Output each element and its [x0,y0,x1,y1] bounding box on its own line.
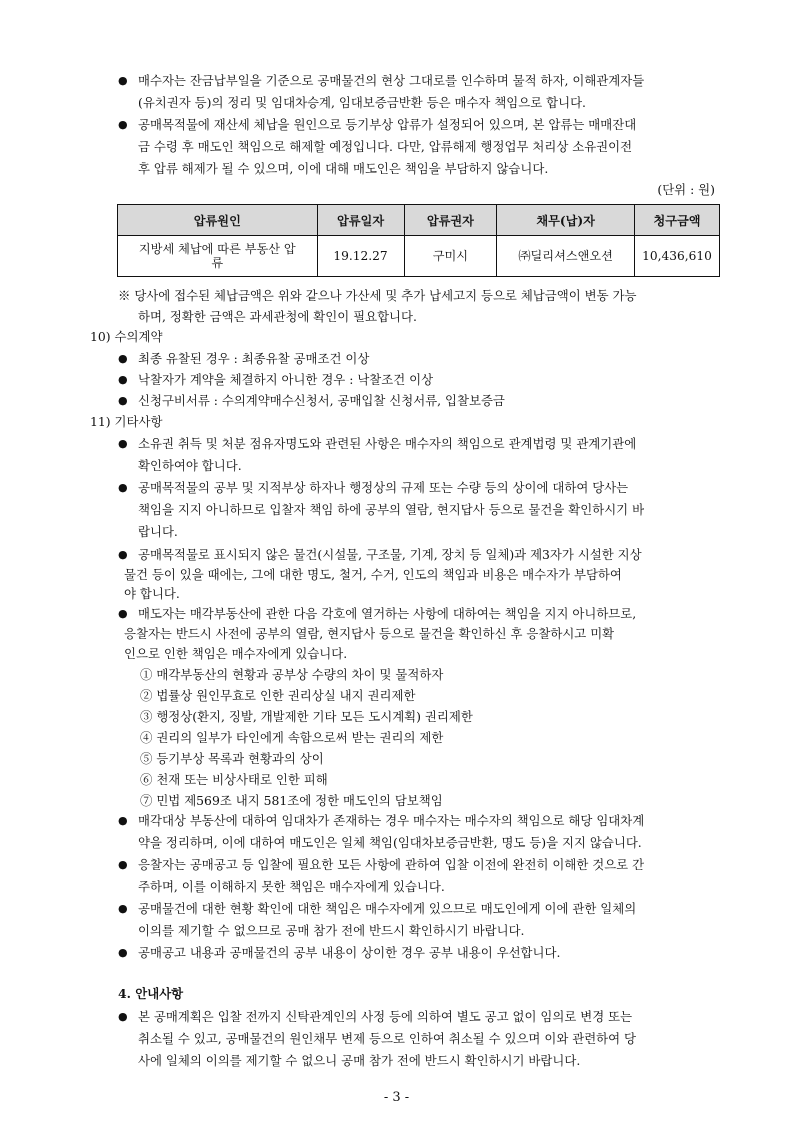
list-item: 신청구비서류 : 수의계약매수신청서, 공매입찰 신청서류, 입찰보증금 [138,393,505,408]
paragraph-line: 공매목적물에 재산세 체납을 원인으로 등기부상 압류가 설정되어 있으며, 본 압류는 매매잔대 [138,117,637,132]
numbered-item: ⑥ 천재 또는 비상사태로 인한 피해 [140,772,328,787]
paragraph-line: 공매목적물의 공부 및 지적부상 하자나 행정상의 규제 또는 수량 등의 상이에 대하여 당사는 [138,480,629,495]
bullet-dot: ● [118,394,128,407]
paragraph-line: 소유권 취득 및 처분 점유자명도와 관련된 사항은 매수자의 책임으로 관계법령 및 관계기관에 [138,436,637,451]
paragraph-line: 공매공고 내용과 공매물건의 공부 내용이 상이한 경우 공부 내용이 우선합니다. [138,945,561,960]
bullet-dot: ● [118,74,128,87]
bullet-dot: ● [118,858,128,871]
bullet-dot: ● [118,1010,128,1023]
paragraph-line: 매수자는 잔금납부일을 기준으로 공매물건의 현상 그대로를 인수하며 물적 하자, 이해관계자들 [138,73,645,88]
paragraph-line: 물건 등이 있을 때에는, 그에 대한 명도, 철거, 수거, 인도의 책임과 비용은 매수자가 부담하여 [124,567,622,582]
paragraph-line: 사에 일체의 이의를 제기할 수 없으니 공매 참가 전에 반드시 확인하시기 바랍니다. [138,1053,581,1068]
bullet-dot: ● [118,373,128,386]
header-cell: 압류원인 [118,205,318,236]
paragraph-line: 후 압류 해제가 될 수 있으며, 이에 대해 매도인은 책임을 부담하지 않습니다. [138,161,549,176]
table-cell: 10,436,610 [635,236,720,277]
paragraph-line: 약을 정리하며, 이에 대하여 매도인은 일체 책임(임대차보증금반환, 명도 등)을 지지 않습니다. [138,835,642,850]
paragraph-line: 랍니다. [138,524,178,539]
numbered-item: ⑦ 민법 제569조 내지 581조에 정한 매도인의 담보책임 [140,793,443,808]
section-title: 4. 안내사항 [118,986,184,1001]
header-cell: 채무(납)자 [497,205,635,236]
header-cell: 압류일자 [317,205,404,236]
lien-table [117,204,720,277]
section-title: 11) 기타사항 [90,414,163,429]
table-header-row [118,205,720,236]
table-cell: 19.12.27 [317,236,404,277]
numbered-item: ① 매각부동산의 현황과 공부상 수량의 차이 및 물적하자 [140,667,444,682]
paragraph-line: 야 합니다. [124,586,180,601]
numbered-item: ④ 권리의 일부가 타인에게 속함으로써 받는 권리의 제한 [140,730,444,745]
paragraph-line: 응찰자는 공매공고 등 입찰에 필요한 모든 사항에 관하여 입찰 이전에 완전히 이해한 것으로 간 [138,857,645,872]
paragraph-line: 이의를 제기할 수 없으므로 공매 참가 전에 반드시 확인하시기 바랍니다. [138,923,525,938]
paragraph-line: 공매목적물로 표시되지 않은 물건(시설물, 구조물, 기계, 장치 등 일체)과 제3자가 시설한 지상 [138,547,642,562]
table-cell: 구미시 [404,236,497,277]
paragraph-line: 책임을 지지 아니하므로 입찰자 책임 하에 공부의 열람, 현지답사 등으로 물건을 확인하시기 바 [138,502,645,517]
numbered-item: ② 법률상 원인무효로 인한 권리상실 내지 권리제한 [140,688,416,703]
paragraph-line: 본 공매계획은 입찰 전까지 신탁관계인의 사정 등에 의하여 별도 공고 없이 임의로 변경 또는 [138,1009,633,1024]
header-cell: 청구금액 [635,205,720,236]
paragraph-line: 공매물건에 대한 현황 확인에 대한 책임은 매수자에게 있으므로 매도인에게 이에 관한 일체의 [138,901,637,916]
list-item: 낙찰자가 계약을 체결하지 아니한 경우 : 낙찰조건 이상 [138,372,434,387]
table-note-line: 하며, 정확한 금액은 과세관청에 확인이 필요합니다. [138,309,417,324]
paragraph-line: 매각대상 부동산에 대하여 임대차가 존재하는 경우 매수자는 매수자의 책임으로 해당 임대차계 [138,813,645,828]
paragraph-line: 주하며, 이를 이해하지 못한 책임은 매수자에게 있습니다. [138,879,445,894]
bullet-dot: ● [118,481,128,494]
table-row [118,236,720,277]
paragraph-line: 확인하여야 합니다. [138,458,242,473]
bullet-dot: ● [118,814,128,827]
page-number: - 3 - [383,1090,410,1105]
paragraph-line: 인으로 인한 책임은 매수자에게 있습니다. [124,646,348,661]
bullet-dot: ● [118,902,128,915]
paragraph-line: (유치권자 등)의 정리 및 임대차승계, 임대보증금반환 등은 매수자 책임으로 합니다. [138,95,586,110]
bullet-dot: ● [118,548,128,561]
paragraph-line: 응찰자는 반드시 사전에 공부의 열람, 현지답사 등으로 물건을 확인하신 후 응찰하시고 미확 [124,626,615,641]
bullet-dot: ● [118,118,128,131]
bullet-dot: ● [118,437,128,450]
list-item: 최종 유찰된 경우 : 최종유찰 공매조건 이상 [138,351,370,366]
bullet-dot: ● [118,352,128,365]
numbered-item: ⑤ 등기부상 목록과 현황과의 상이 [140,751,324,766]
section-title: 10) 수의계약 [90,329,163,344]
table-cell: ㈜딜리셔스앤오션 [497,236,635,277]
unit-label: (단위 : 원) [657,182,715,197]
table-note-line: ※ 당사에 접수된 체납금액은 위와 같으나 가산세 및 추가 납세고지 등으로 체납금액이 변동 가능 [118,288,637,303]
table-cell: 지방세 체납에 따른 부동산 압류 [118,236,318,277]
numbered-item: ③ 행정상(환지, 징발, 개발제한 기타 모든 도시계획) 권리제한 [140,709,473,724]
bullet-dot: ● [118,946,128,959]
paragraph-line: 금 수령 후 매도인 책임으로 해제할 예정입니다. 다만, 압류해제 행정업무 처리상 소유권이전 [138,139,633,154]
paragraph-line: 취소될 수 있고, 공매물건의 원인채무 변제 등으로 인하여 취소될 수 있으며 이와 관련하여 당 [138,1031,637,1046]
header-cell: 압류권자 [404,205,497,236]
paragraph-line: 매도자는 매각부동산에 관한 다음 각호에 열거하는 사항에 대하여는 책임을 지지 아니하므로, [138,606,637,621]
bullet-dot: ● [118,607,128,620]
